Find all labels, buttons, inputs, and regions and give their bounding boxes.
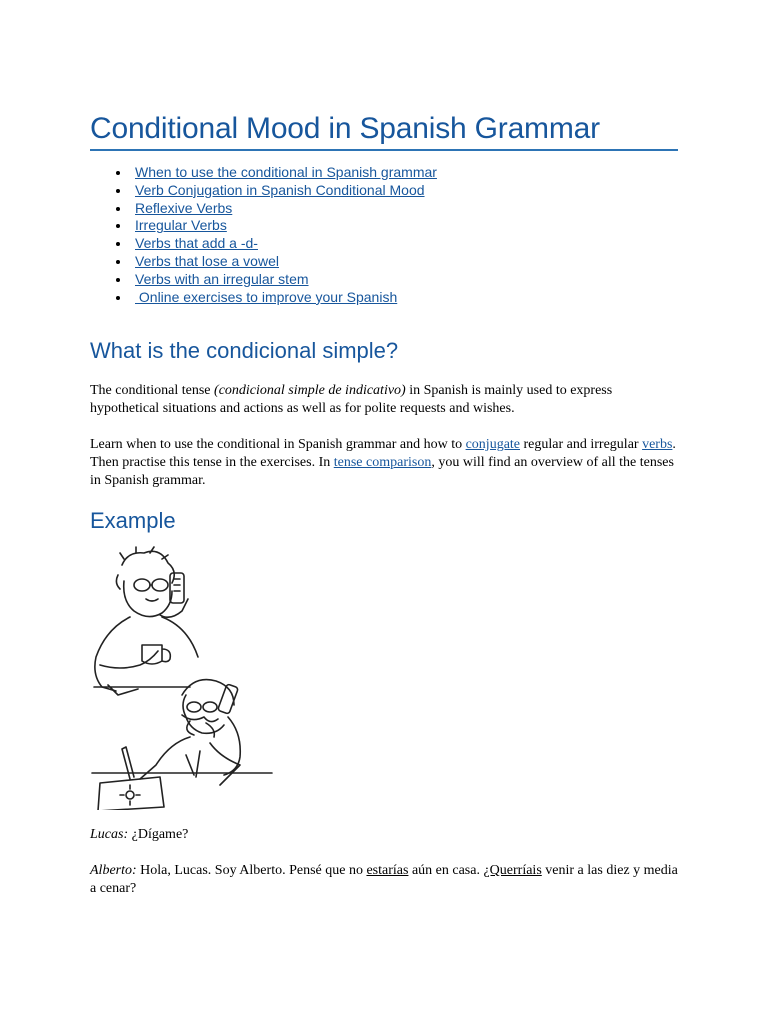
dialogue-text: Hola, Lucas. Soy Alberto. Pensé que no xyxy=(136,863,367,878)
underlined-verb: estarías xyxy=(366,863,409,878)
toc-item[interactable] xyxy=(90,289,437,307)
bullet-icon xyxy=(116,207,120,211)
text-run: Learn when to use the conditional in Spanish grammar and how to xyxy=(90,437,466,452)
speaker-name: Lucas: xyxy=(90,827,129,842)
bullet-icon xyxy=(116,296,120,300)
conjugate-link[interactable]: conjugate xyxy=(465,437,521,452)
toc-link[interactable]: Irregular Verbs xyxy=(135,217,227,234)
intro-paragraph xyxy=(90,382,680,418)
toc-link[interactable]: Verb Conjugation in Spanish Conditional Mood xyxy=(135,181,425,198)
toc-link[interactable]: When to use the conditional in Spanish grammar xyxy=(135,164,437,180)
italic-term: (condicional simple de indicativo) xyxy=(214,383,406,398)
bullet-icon xyxy=(116,260,120,264)
bullet-icon xyxy=(116,224,120,228)
section-heading-example: Example xyxy=(90,508,176,533)
toc-link[interactable]: Verbs that add a -d- xyxy=(135,235,258,252)
toc-item[interactable] xyxy=(90,271,437,289)
text-run: regular and irregular xyxy=(520,437,643,452)
text-run: in Spanish is mainly used to express hypothetical situations and actions as well as for polite requests and wishes. xyxy=(90,383,613,416)
text-run: , you will find an overview of all the tenses in Spanish grammar. xyxy=(90,455,674,488)
page-title: Conditional Mood in Spanish Grammar xyxy=(90,112,600,145)
toc-item[interactable] xyxy=(90,217,437,235)
toc-item[interactable] xyxy=(90,164,437,182)
phone-call-illustration xyxy=(90,545,280,810)
toc-link[interactable]: Online exercises to improve your Spanish xyxy=(135,288,398,305)
table-of-contents xyxy=(90,164,437,306)
title-underline xyxy=(90,149,678,151)
tense-comparison-link[interactable]: tense comparison xyxy=(333,455,432,470)
bullet-icon xyxy=(116,278,120,282)
dialogue-line xyxy=(90,826,680,844)
toc-link[interactable]: Verbs that lose a vowel xyxy=(135,252,279,269)
text-run: . Then practise this tense in the exercises. In xyxy=(90,437,676,470)
underlined-verb: ¿Querríais xyxy=(483,863,542,878)
section-heading-conditional: What is the condicional simple? xyxy=(90,338,399,363)
dialogue-text: aún en casa. xyxy=(408,863,484,878)
dialogue-line xyxy=(90,862,680,898)
learn-paragraph xyxy=(90,436,680,490)
bullet-icon xyxy=(116,171,120,175)
text-run: The conditional tense xyxy=(90,383,215,398)
toc-item[interactable] xyxy=(90,200,437,218)
toc-item[interactable] xyxy=(90,253,437,271)
verbs-link[interactable]: verbs xyxy=(642,437,673,452)
toc-item[interactable] xyxy=(90,235,437,253)
dialogue-text: ¿Dígame? xyxy=(128,827,189,842)
toc-item[interactable] xyxy=(90,182,437,200)
bullet-icon xyxy=(116,189,120,193)
toc-link[interactable]: Verbs with an irregular stem xyxy=(135,270,309,287)
toc-link[interactable]: Reflexive Verbs xyxy=(135,199,233,216)
dialogue-text: venir a las diez y media a cenar? xyxy=(90,863,678,896)
speaker-name: Alberto: xyxy=(90,863,137,878)
bullet-icon xyxy=(116,242,120,246)
